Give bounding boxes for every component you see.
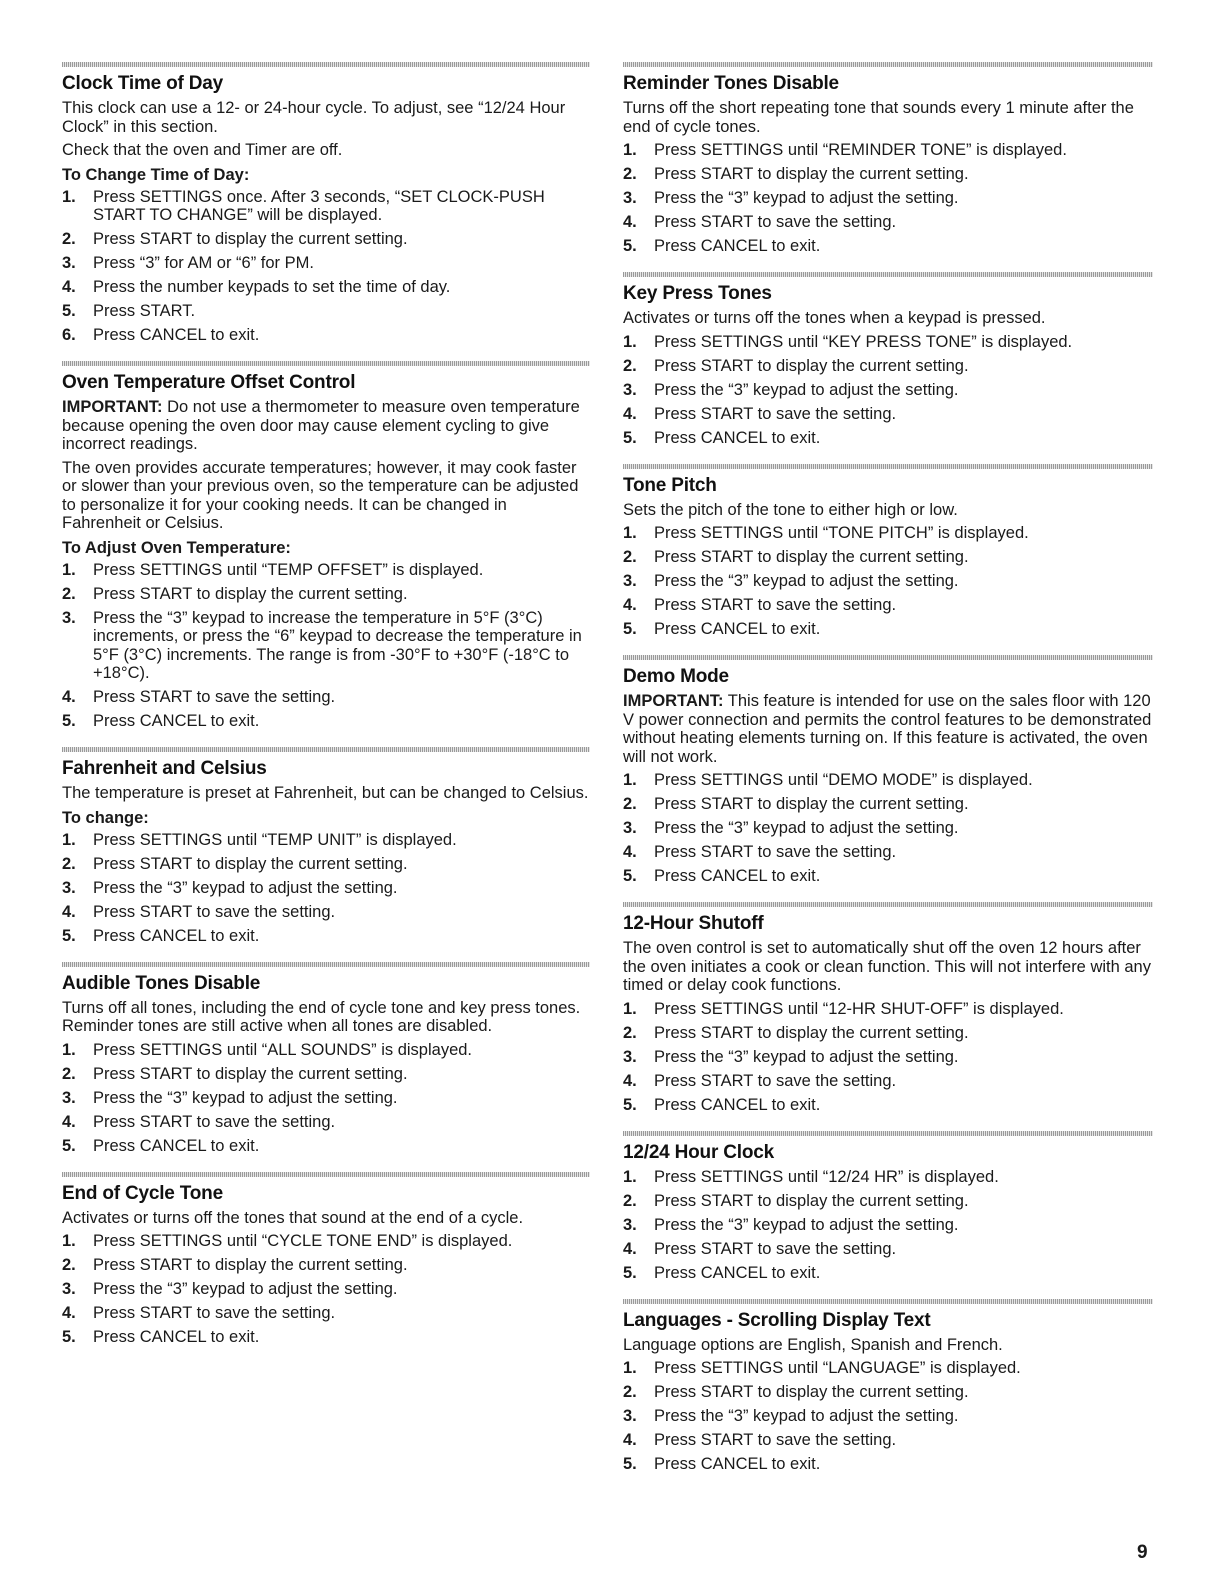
step-item: [623, 1072, 1153, 1091]
step-number: 4.: [623, 1071, 637, 1090]
step-text: Press SETTINGS until “KEY PRESS TONE” is displayed.: [654, 332, 1073, 351]
step-item: [623, 1024, 1153, 1043]
step-item: [62, 254, 590, 273]
section-key-press-tones: [623, 272, 1153, 464]
step-number: 3.: [623, 572, 637, 590]
step-item: [62, 1065, 590, 1084]
section-12-24-hour-clock: [623, 1131, 1153, 1299]
step-number: 1.: [623, 999, 637, 1018]
step-text: Press START to save the setting.: [654, 596, 897, 614]
step-number: 2.: [62, 230, 76, 248]
step-item: [623, 189, 1153, 208]
step-text: Press the “3” keypad to adjust the setting.: [654, 572, 959, 590]
step-item: [623, 1216, 1153, 1235]
step-number: 3.: [623, 380, 637, 399]
step-text: Press START to display the current setting.: [93, 1256, 408, 1274]
step-number: 4.: [623, 213, 637, 231]
step-item: [623, 237, 1153, 256]
step-item: [623, 405, 1153, 424]
step-text: Press CANCEL to exit.: [654, 1095, 821, 1114]
step-number: 1.: [62, 1232, 76, 1250]
step-text: Press the “3” keypad to adjust the setting.: [654, 380, 959, 399]
step-number: 3.: [62, 1280, 76, 1298]
step-number: 2.: [62, 1064, 76, 1083]
step-number: 3.: [62, 878, 76, 897]
section-divider: [623, 902, 1153, 907]
step-item: [62, 561, 590, 580]
step-item: [623, 1359, 1153, 1378]
step-number: 5.: [62, 1136, 76, 1155]
important-note: [62, 398, 590, 454]
step-number: 6.: [62, 326, 76, 344]
subheading: To Adjust Oven Temperature:: [62, 538, 291, 557]
steps-list: [623, 771, 1153, 886]
step-item: [623, 572, 1153, 591]
step-text: Press SETTINGS once. After 3 seconds, “SET CLOCK-PUSH START TO CHANGE” will be displayed.: [93, 187, 545, 224]
step-number: 1.: [623, 771, 637, 789]
section-heading: Audible Tones Disable: [62, 972, 261, 994]
section-divider: [623, 464, 1153, 469]
step-number: 2.: [62, 854, 76, 873]
step-number: 5.: [623, 237, 637, 255]
section-spacer: [62, 736, 590, 747]
step-item: [62, 927, 590, 946]
step-item: [623, 771, 1153, 790]
right-column: [623, 62, 1153, 1490]
step-item: [62, 326, 590, 345]
step-text: Press START to display the current setting.: [654, 1191, 969, 1210]
section-fahrenheit-and-celsius: [62, 747, 590, 962]
section-divider: [62, 747, 590, 752]
section-divider: [623, 62, 1153, 67]
step-text: Press START to save the setting.: [93, 1112, 336, 1131]
paragraph: Activates or turns off the tones that sound at the end of a cycle.: [62, 1208, 524, 1227]
step-item: [62, 1232, 590, 1251]
section-heading: Clock Time of Day: [62, 73, 223, 94]
section-divider: [623, 1131, 1153, 1136]
step-number: 1.: [623, 524, 637, 542]
section-reminder-tones-disable: [623, 62, 1153, 272]
section-heading: End of Cycle Tone: [62, 1182, 223, 1204]
section-heading: Key Press Tones: [623, 283, 772, 304]
step-text: Press SETTINGS until “12/24 HR” is displayed.: [654, 1167, 999, 1186]
step-text: Press the “3” keypad to adjust the setting.: [654, 1215, 959, 1234]
section-spacer: [62, 1352, 590, 1363]
steps-list: [623, 333, 1153, 448]
step-item: [623, 1240, 1153, 1259]
section-divider: [623, 655, 1153, 660]
paragraph: The temperature is preset at Fahrenheit, but can be changed to Celsius.: [62, 784, 589, 802]
step-number: 1.: [62, 187, 76, 206]
step-text: Press START.: [93, 302, 196, 320]
step-text: Press START to display the current setting.: [654, 165, 969, 183]
step-number: 3.: [623, 1215, 637, 1234]
step-number: 1.: [62, 1040, 76, 1059]
step-text: Press START to save the setting.: [654, 1071, 897, 1090]
step-number: 5.: [62, 926, 76, 945]
step-text: Press CANCEL to exit.: [93, 712, 260, 730]
step-text: Press CANCEL to exit.: [654, 620, 821, 638]
step-text: Press START to save the setting.: [93, 1304, 336, 1322]
step-item: [623, 1000, 1153, 1019]
step-number: 5.: [623, 1095, 637, 1114]
step-text: Press START to save the setting.: [654, 1431, 897, 1449]
step-text: Press START to display the current setting.: [93, 1064, 408, 1083]
section-heading: Languages - Scrolling Display Text: [623, 1309, 931, 1331]
step-number: 2.: [623, 356, 637, 375]
step-number: 4.: [62, 1304, 76, 1322]
section-divider: [62, 62, 590, 67]
step-text: Press SETTINGS until “LANGUAGE” is displayed.: [654, 1359, 1021, 1377]
section-12-hour-shutoff: [623, 902, 1153, 1131]
section-clock-time-of-day: [62, 62, 590, 361]
section-spacer: [62, 951, 590, 962]
steps-list: [623, 524, 1153, 639]
step-text: Press SETTINGS until “TEMP UNIT” is displayed.: [93, 830, 457, 849]
subheading: To Change Time of Day:: [62, 165, 250, 184]
step-text: Press START to save the setting.: [654, 1239, 897, 1258]
step-text: Press SETTINGS until “TEMP OFFSET” is displayed.: [93, 560, 484, 579]
section-demo-mode: [623, 655, 1153, 902]
step-text: Press START to display the current setting.: [654, 1383, 969, 1401]
section-spacer: [62, 1161, 590, 1172]
step-number: 4.: [623, 1431, 637, 1449]
step-item: [623, 548, 1153, 567]
section-spacer: [623, 261, 1153, 272]
step-text: Press START to display the current setting.: [654, 548, 969, 566]
step-number: 3.: [623, 1047, 637, 1066]
step-number: 4.: [62, 1112, 76, 1131]
section-spacer: [62, 350, 590, 361]
step-text: Press CANCEL to exit.: [93, 926, 260, 945]
step-text: Press CANCEL to exit.: [654, 1263, 821, 1282]
step-number: 2.: [623, 1023, 637, 1042]
step-number: 1.: [62, 560, 76, 579]
step-item: [62, 831, 590, 850]
step-item: [623, 1431, 1153, 1450]
step-number: 5.: [623, 867, 637, 885]
steps-list: [62, 1041, 590, 1156]
paragraph: Turns off the short repeating tone that sounds every 1 minute after the end of cycle tones.: [623, 99, 1134, 136]
steps-list: [623, 1168, 1153, 1283]
section-heading: 12/24 Hour Clock: [623, 1141, 774, 1163]
step-item: [623, 1096, 1153, 1115]
step-text: Press START to display the current setting.: [654, 795, 969, 813]
step-text: Press the “3” keypad to adjust the setting.: [654, 819, 959, 837]
section-spacer: [623, 1120, 1153, 1131]
step-item: [62, 688, 590, 707]
step-item: [623, 165, 1153, 184]
step-number: 2.: [623, 165, 637, 183]
steps-list: [623, 1359, 1153, 1474]
step-number: 2.: [623, 1383, 637, 1401]
paragraph: This clock can use a 12- or 24-hour cycle. To adjust, see “12/24 Hour Clock” in this section.: [62, 99, 566, 136]
step-number: 5.: [62, 1328, 76, 1346]
step-number: 2.: [62, 584, 76, 603]
paragraph: Check that the oven and Timer are off.: [62, 141, 343, 159]
step-item: [62, 1304, 590, 1323]
step-item: [62, 1280, 590, 1299]
section-spacer: [623, 891, 1153, 902]
step-number: 3.: [623, 1407, 637, 1425]
step-item: [623, 1048, 1153, 1067]
step-number: 2.: [623, 1191, 637, 1210]
important-text: This feature is intended for use on the sales floor with 120 V power connection and permits the control features to be demonstrated without heating elements turning on. If this feature is activated, the oven will not work.: [623, 692, 1152, 766]
section-oven-temperature-offset-control: [62, 361, 590, 747]
step-item: [623, 596, 1153, 615]
step-text: Press the number keypads to set the time of day.: [93, 278, 451, 296]
section-heading: Fahrenheit and Celsius: [62, 758, 267, 779]
step-number: 1.: [623, 332, 637, 351]
steps-list: [623, 1000, 1153, 1115]
step-item: [623, 1192, 1153, 1211]
steps-list: [62, 1232, 590, 1347]
step-item: [623, 1383, 1153, 1402]
step-item: [62, 609, 590, 683]
step-number: 4.: [62, 278, 76, 296]
step-item: [623, 381, 1153, 400]
step-item: [62, 712, 590, 731]
step-text: Press the “3” keypad to adjust the setting.: [93, 1088, 398, 1107]
step-item: [623, 843, 1153, 862]
section-audible-tones-disable: [62, 962, 590, 1172]
step-number: 2.: [623, 795, 637, 813]
step-number: 2.: [623, 548, 637, 566]
step-item: [62, 1089, 590, 1108]
step-number: 3.: [62, 1088, 76, 1107]
steps-list: [62, 831, 590, 946]
section-divider: [62, 1172, 590, 1177]
step-item: [62, 879, 590, 898]
section-languages-scrolling-display-text: [623, 1299, 1153, 1491]
step-text: Press “3” for AM or “6” for PM.: [93, 254, 314, 272]
important-label: IMPORTANT:: [62, 398, 163, 416]
step-text: Press SETTINGS until “REMINDER TONE” is displayed.: [654, 141, 1067, 159]
step-text: Press START to display the current setting.: [93, 230, 408, 248]
step-number: 3.: [62, 608, 76, 627]
step-text: Press the “3” keypad to adjust the setting.: [654, 1407, 959, 1425]
step-item: [62, 585, 590, 604]
step-text: Press CANCEL to exit.: [654, 867, 821, 885]
step-number: 4.: [62, 902, 76, 921]
step-text: Press SETTINGS until “12-HR SHUT-OFF” is displayed.: [654, 999, 1064, 1018]
section-heading: Tone Pitch: [623, 474, 717, 496]
step-text: Press CANCEL to exit.: [654, 428, 821, 447]
section-spacer: [623, 1479, 1153, 1490]
step-item: [623, 524, 1153, 543]
section-heading: Reminder Tones Disable: [623, 73, 839, 94]
step-text: Press the “3” keypad to increase the temperature in 5°F (3°C) increments, or press the “6” keypad to decrease the temperature in 5°F (3°C) increments. The range is from -30°F to +30°F (-18°C to +18°C).: [93, 608, 582, 682]
paragraph: The oven provides accurate temperatures; however, it may cook faster or slower than your previous oven, so the temperature can be adjusted to personalize it for your cooking needs. It can be changed in Fahrenheit or Celsius.: [62, 458, 579, 532]
important-note: [623, 692, 1153, 766]
paragraph: Turns off all tones, including the end of cycle tone and key press tones. Reminder tones are still active when all tones are disabled.: [62, 998, 581, 1035]
step-text: Press START to display the current setting.: [654, 1023, 969, 1042]
step-item: [62, 1328, 590, 1347]
paragraph: Activates or turns off the tones when a keypad is pressed.: [623, 309, 1046, 327]
step-item: [62, 1041, 590, 1060]
step-text: Press START to save the setting.: [654, 843, 897, 861]
step-text: Press START to display the current setting.: [93, 584, 408, 603]
step-item: [623, 1455, 1153, 1474]
step-text: Press SETTINGS until “CYCLE TONE END” is displayed.: [93, 1232, 513, 1250]
steps-list: [62, 188, 590, 345]
step-item: [62, 1256, 590, 1275]
section-spacer: [623, 1288, 1153, 1299]
step-number: 4.: [623, 596, 637, 614]
step-number: 4.: [623, 1239, 637, 1258]
step-text: Press CANCEL to exit.: [654, 1455, 821, 1473]
important-text: Do not use a thermometer to measure oven temperature because opening the oven door may cause element cycling to give incorrect readings.: [62, 398, 580, 453]
important-label: IMPORTANT:: [623, 692, 724, 710]
step-item: [623, 867, 1153, 886]
step-text: Press the “3” keypad to adjust the setting.: [93, 1280, 398, 1298]
step-text: Press START to save the setting.: [654, 404, 897, 423]
step-item: [62, 1113, 590, 1132]
section-divider: [623, 272, 1153, 277]
step-item: [62, 855, 590, 874]
paragraph: Language options are English, Spanish and French.: [623, 1335, 1003, 1354]
step-text: Press SETTINGS until “DEMO MODE” is displayed.: [654, 771, 1033, 789]
subheading: To change:: [62, 808, 149, 827]
step-text: Press START to display the current setting.: [93, 854, 408, 873]
step-number: 4.: [623, 843, 637, 861]
step-item: [623, 620, 1153, 639]
step-text: Press START to display the current setting.: [654, 356, 969, 375]
step-number: 5.: [623, 1263, 637, 1282]
step-item: [623, 357, 1153, 376]
step-item: [623, 1264, 1153, 1283]
step-number: 4.: [62, 688, 76, 706]
step-number: 5.: [623, 1455, 637, 1473]
step-text: Press CANCEL to exit.: [93, 1328, 260, 1346]
step-text: Press the “3” keypad to adjust the setting.: [654, 1047, 959, 1066]
section-heading: Oven Temperature Offset Control: [62, 372, 356, 393]
step-number: 1.: [623, 1167, 637, 1186]
step-text: Press SETTINGS until “TONE PITCH” is displayed.: [654, 524, 1029, 542]
step-item: [623, 213, 1153, 232]
step-text: Press SETTINGS until “ALL SOUNDS” is displayed.: [93, 1040, 473, 1059]
step-item: [62, 1137, 590, 1156]
section-tone-pitch: [623, 464, 1153, 656]
step-item: [62, 188, 590, 225]
left-column: [62, 62, 590, 1363]
page-number: 9: [1137, 1542, 1148, 1563]
steps-list: [623, 141, 1153, 256]
section-end-of-cycle-tone: [62, 1172, 590, 1364]
step-text: Press CANCEL to exit.: [93, 326, 260, 344]
step-item: [623, 795, 1153, 814]
step-number: 3.: [623, 189, 637, 207]
step-text: Press the “3” keypad to adjust the setting.: [93, 878, 398, 897]
step-item: [62, 230, 590, 249]
step-number: 5.: [623, 428, 637, 447]
step-item: [62, 302, 590, 321]
step-number: 5.: [62, 302, 76, 320]
section-divider: [623, 1299, 1153, 1304]
paragraph: Sets the pitch of the tone to either high or low.: [623, 500, 958, 519]
section-heading: Demo Mode: [623, 666, 729, 687]
step-item: [623, 819, 1153, 838]
step-number: 3.: [623, 819, 637, 837]
step-text: Press the “3” keypad to adjust the setting.: [654, 189, 959, 207]
step-number: 5.: [62, 712, 76, 730]
steps-list: [62, 561, 590, 731]
step-number: 4.: [623, 404, 637, 423]
step-text: Press START to save the setting.: [93, 902, 336, 921]
step-text: Press START to save the setting.: [93, 688, 336, 706]
step-item: [623, 333, 1153, 352]
step-item: [623, 1168, 1153, 1187]
section-spacer: [623, 644, 1153, 655]
step-text: Press CANCEL to exit.: [93, 1136, 260, 1155]
step-item: [623, 141, 1153, 160]
section-heading: 12-Hour Shutoff: [623, 913, 764, 934]
section-divider: [62, 361, 590, 366]
step-number: 1.: [623, 1359, 637, 1377]
step-item: [62, 903, 590, 922]
step-item: [623, 1407, 1153, 1426]
section-divider: [62, 962, 590, 967]
step-text: Press CANCEL to exit.: [654, 237, 821, 255]
step-number: 3.: [62, 254, 76, 272]
step-item: [62, 278, 590, 297]
paragraph: The oven control is set to automatically shut off the oven 12 hours after the oven initiates a cook or clean function. This will not interfere with any timed or delay cook functions.: [623, 939, 1151, 994]
step-item: [623, 429, 1153, 448]
section-spacer: [623, 453, 1153, 464]
step-number: 5.: [623, 620, 637, 638]
step-number: 1.: [62, 830, 76, 849]
step-number: 1.: [623, 141, 637, 159]
step-text: Press START to save the setting.: [654, 213, 897, 231]
step-number: 2.: [62, 1256, 76, 1274]
